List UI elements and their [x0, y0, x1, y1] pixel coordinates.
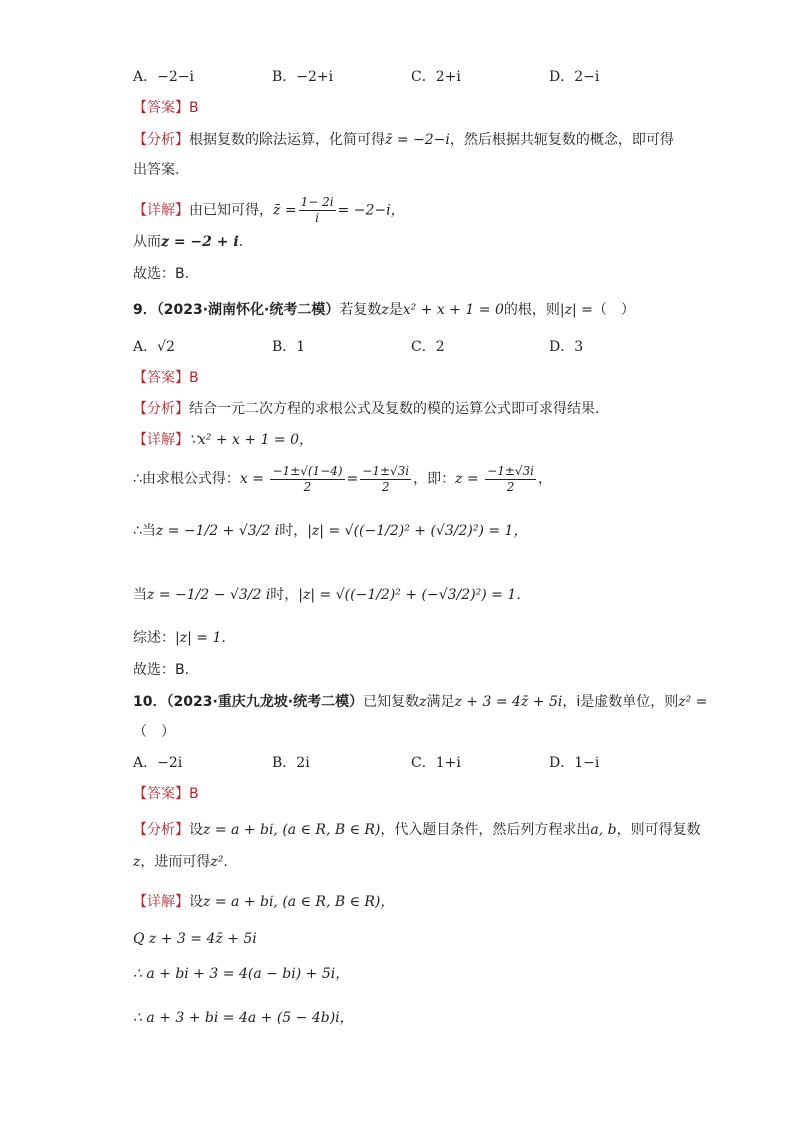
q9-option-b: B．1 [272, 339, 306, 355]
q8-option-d: D．2−i [549, 69, 600, 85]
detail-tag: 【详解】 [133, 202, 189, 219]
answer-tag: 【答案】 [133, 100, 189, 116]
text: 已知复数 [363, 694, 420, 710]
q10-option-a: A．−2i [133, 755, 183, 771]
equation: ∵x² + x + 1 = 0， [189, 432, 314, 448]
text: 时， [270, 587, 299, 603]
detail-equation: = −2−i， [337, 202, 405, 219]
equation: |z| = [559, 302, 593, 318]
equation: 1/2 − √3/2 i [186, 587, 271, 603]
text: . [238, 234, 244, 250]
detail-text: 由已知可得， [189, 202, 273, 219]
equation: |z| = √((−1/2)² + (−√3/2)²) = 1. [298, 587, 521, 603]
q9-root-formula: ∴由求根公式得：x = $\frac{-1\pm√(1-4)}{2}$ = $\frac{-1\pm√3i}{2}$ ，即：z = $\frac{-1\pm√3i}{2}$ ， [133, 463, 553, 494]
text: ，即： [413, 471, 456, 487]
text: 若复数 [339, 302, 382, 318]
equation: z² = [678, 694, 708, 710]
equation: 1/2 + √3/2 i [195, 523, 280, 539]
fraction-numerator: −1±√3i [362, 463, 410, 478]
q10-step2: ∴ a + bi + 3 = 4(a − bi) + 5i， [133, 966, 350, 982]
equation: z = − [155, 523, 196, 539]
fraction [270, 464, 344, 495]
q8-analysis [133, 130, 674, 150]
q9-choose: 故选：B. [133, 662, 190, 678]
q8-detail [133, 195, 405, 226]
detail-equation: z̄ = [273, 202, 297, 219]
q8-analysis-cont: 出答案. [133, 162, 180, 178]
fraction-denominator: 2 [381, 479, 390, 494]
equation: x = [239, 471, 264, 487]
q10-analysis [133, 820, 701, 840]
text: 时， [279, 523, 308, 539]
q10-stem [133, 692, 707, 712]
answer-tag: 【答案】 [133, 370, 189, 386]
text: ∴由求根公式得： [133, 471, 240, 487]
q10-answer [133, 784, 199, 804]
equation: |z| = 1. [175, 630, 226, 646]
q10-step1: Q z + 3 = 4z̄ + 5i [133, 931, 257, 947]
analysis-tag: 【分析】 [133, 401, 189, 417]
fraction-numerator: −1±√3i [487, 463, 535, 478]
fraction-numerator: 1− 2i [300, 195, 334, 209]
analysis-text: ，然后根据共轭复数的概念，即可得 [449, 132, 674, 148]
answer-tag: 【答案】 [133, 786, 189, 802]
q8-option-b: B．−2+i [272, 69, 334, 85]
q8-thus [133, 232, 243, 252]
equation: z = − [147, 587, 187, 603]
q10-option-d: D．1−i [549, 755, 600, 771]
q10-detail [133, 892, 394, 912]
text: 当 [133, 587, 147, 603]
question-number: 9． [133, 302, 157, 318]
equation: a, b [590, 822, 617, 838]
detail-fraction [299, 195, 336, 226]
equation: z = [455, 471, 479, 487]
q8-answer [133, 98, 199, 118]
text: ，i是虚数单位，则 [562, 694, 679, 710]
equation: z². [210, 854, 228, 870]
analysis-equation: z̄ = −2−i [385, 132, 450, 148]
q9-detail [133, 430, 313, 450]
text: 满足 [426, 694, 455, 710]
variable: z [381, 302, 389, 318]
equation: z = a + bi, (a ∈ R, B ∈ R) [203, 822, 381, 838]
text: 是 [388, 302, 403, 318]
q9-case1 [133, 516, 527, 546]
fraction [485, 464, 536, 495]
q10-analysis-cont [133, 852, 228, 872]
analysis-text: 根据复数的除法运算，化简可得 [189, 132, 385, 148]
text: ，则可得复数 [616, 822, 701, 838]
equation: z + 3 = 4z̄ + 5i [454, 694, 563, 710]
detail-tag: 【详解】 [133, 432, 189, 448]
analysis-tag: 【分析】 [133, 822, 189, 838]
text: 设 [189, 822, 203, 838]
question-source: （2023·湖南怀化·统考二模） [156, 302, 340, 318]
q9-option-c: C．2 [411, 339, 445, 355]
q9-option-a: A．√2 [133, 339, 175, 355]
q9-summary [133, 628, 226, 648]
q9-option-d: D．3 [549, 339, 584, 355]
fraction [360, 464, 411, 495]
q8-choose: 故选：B. [133, 266, 190, 282]
text: 的根，则 [503, 302, 560, 318]
q8-option-c: C．2+i [411, 69, 461, 85]
text: 从而 [133, 234, 161, 250]
q9-analysis [133, 399, 599, 419]
q10-option-b: B．2i [272, 755, 310, 771]
fraction-denominator: 2 [506, 479, 515, 494]
analysis-text: 结合一元二次方程的求根公式及复数的模的运算公式即可求得结果. [189, 401, 600, 417]
fraction-denominator: i [315, 211, 319, 225]
q9-stem [133, 300, 635, 320]
fraction-denominator: 2 [303, 479, 312, 494]
answer-blank: （ ） [592, 302, 635, 318]
analysis-tag: 【分析】 [133, 132, 189, 148]
question-number: 10． [133, 694, 167, 710]
answer-value: B [189, 786, 199, 802]
equation: z = −2 + i [161, 234, 239, 250]
text: ∴当 [133, 523, 156, 539]
equation: |z| = √((−1/2)² + (√3/2)²) = 1， [307, 523, 528, 539]
q10-stem-blank: （ ） [133, 724, 175, 740]
q9-answer [133, 368, 199, 388]
text: 设 [189, 894, 203, 910]
text: ，代入题目条件，然后列方程求出 [380, 822, 591, 838]
q8-option-a: A．−2−i [133, 69, 194, 85]
q10-step3: ∴ a + 3 + bi = 4a + (5 − 4b)i， [133, 1010, 354, 1026]
equation: z = a + bi, (a ∈ R, B ∈ R)， [203, 894, 395, 910]
answer-value: B [189, 370, 199, 386]
text: 综述： [133, 630, 175, 646]
q9-case2 [133, 580, 521, 610]
detail-tag: 【详解】 [133, 894, 189, 910]
variable: z [133, 854, 141, 870]
text: ， [538, 471, 553, 487]
text: ，进而可得 [140, 854, 211, 870]
fraction-numerator: −1±√(1−4) [272, 463, 343, 478]
answer-value: B [189, 100, 199, 116]
variable: z [419, 694, 427, 710]
q10-option-c: C．1+i [411, 755, 461, 771]
equation: x² + x + 1 = 0 [402, 302, 504, 318]
question-source: （2023·重庆九龙坡·统考二模） [166, 694, 364, 710]
